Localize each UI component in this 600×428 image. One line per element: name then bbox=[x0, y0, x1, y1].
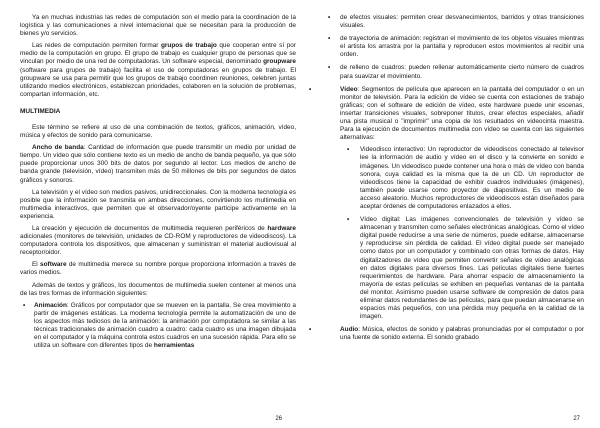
text-run: : Segmentos de película que aparecen en la pantalla del computador o en un monitor de televisión. Para la edición de vídeo se cuenta con estaciones de trabajo gráficas; con el software de edición de vídeo, este hardware puede unir escenas, insertar transiciones visuales, sobreponer títulos, crear efectos especiales, añadir una pista musical o "imprimir" una copia de los resultados en videocinta maestra. Para la ejecución de documentos multimedia con vídeo se cuenta con las siguientes alternativas: bbox=[340, 85, 584, 142]
list-item-trayectoria: • de trayectoria de animación: registran el movimiento de los objetos visuales mientras el artista los arrastra por la pantalla y reproducen estos movimientos al recibir una orden. bbox=[306, 35, 584, 59]
term-ancho-de-banda: Ancho de banda bbox=[32, 144, 84, 152]
text-run: (software para grupos de trabajo) facilita el uso de computadoras en grupos de trabajo. El groupware se usa para permitir que los grupos de trabajo coordinen reuniones, celebren juntas utilizando medios electrónicos, establezcan prioridades, colaboren en la solución de problemas, compartan información, etc. bbox=[20, 66, 296, 98]
list-item-video-digital: • Vídeo digital: Las imágenes convencionales de televisión y vídeo se almacenan y transmiten como señales electrónicas analógicas. Como el vídeo digital puede reducirse a una serie de números, puede editarse, almacenarse y reproducirse sin pérdida de calidad. El vídeo digital puede ser manejado como datos por un computador y combinado con otras formas de datos. Hay digitalizadores de vídeo que permiten convertir señales de vídeo analógicas en datos digitales para diversos fines. Las películas digitales tiene fuertes requerimientos de hardware. Para ahorrar espacio de almacenamiento la mayoría de estas películas se exhiben en pequeñas ventanas de la pantalla del monitor. Asimismo pueden usarse software de compresión de datos para eliminar datos redundantes de las películas, para que puedan almacenarse en espacios más pequeños, con una pérdida muy pequeña en la calidad de la imagen. bbox=[340, 216, 584, 321]
paragraph-multimedia-definition: Este término se refiere al uso de una combinación de textos, gráficos, animación, vídeo, música y efectos de sonido para comunicarse. bbox=[20, 123, 296, 140]
term-audio: Audio bbox=[340, 326, 359, 334]
paragraph-forms-intro: Además de textos y gráficos, los documentos de multimedia suelen contener al menos una de las tres formas de información siguientes: bbox=[20, 281, 296, 297]
term-groupware: groupware bbox=[263, 58, 296, 66]
text-run: Las redes de computación permiten formar bbox=[32, 42, 161, 50]
term-animacion: Animación bbox=[34, 301, 67, 309]
paragraph-hardware bbox=[20, 225, 296, 257]
paragraph-software bbox=[20, 261, 296, 277]
text-run: : Cantidad de información que puede transmitir un medio por unidad de tiempo. Un vídeo que sólo contiene texto es un medio de ancho de banda pequeño, ya que sólo puede proporcionar unos 300 bits de datos por segundo al lector. Los medios de ancho de banda grande (televisión, vídeo) transmiten más de 50 millones de bits por segundos de datos gráficos y sonoros. bbox=[20, 144, 297, 184]
list-item-video bbox=[306, 86, 584, 322]
forms-list bbox=[20, 302, 296, 351]
list-item-efectos-visuales: • de efectos visuales: permiten crear desvanecimientos, barridos y otras transiciones visuales. bbox=[306, 14, 584, 30]
right-page bbox=[306, 14, 584, 424]
paragraph-groupware-definition bbox=[20, 42, 296, 99]
term-software: software bbox=[40, 261, 67, 269]
list-item-audio bbox=[306, 326, 584, 342]
list-item-animacion bbox=[20, 302, 296, 351]
text-run: : Música, efectos de sonido y palabras pronunciadas por el computador o por una fuente de sonido externa. El sonido grabado bbox=[340, 326, 584, 342]
page-number: 27 bbox=[573, 416, 580, 422]
text-run: de multimedia merece su nombre porque proporciona información a través de varios medios. bbox=[20, 261, 297, 277]
term-hardware: hardware bbox=[267, 224, 296, 232]
left-page bbox=[20, 14, 296, 424]
paragraph-groupware-intro: Ya en muchas industrias las redes de computación son el medio para la coordinación de la logística y las comunicaciones a nivel internacional que se necesitan para la producción de bienes y/o servicios. bbox=[20, 14, 296, 38]
text-run: adicionales (monitores de televisión, unidades de CD-ROM y reproductores de videodiscos). La computadora controla los dispositivos, que almacenan y suministran el material audiovisual al receptor/oidor. bbox=[20, 233, 296, 257]
term-video: Vídeo bbox=[340, 85, 358, 93]
text-run: El bbox=[32, 261, 41, 269]
text-run: La creación y ejecución de documentos de multimedia requieren periféricos de bbox=[32, 224, 268, 232]
term-herramientas: herramientas bbox=[153, 342, 195, 350]
section-heading-multimedia: MULTIMEDIA bbox=[20, 107, 61, 115]
animation-tools-list bbox=[306, 14, 584, 81]
video-alternatives-list bbox=[340, 146, 584, 321]
paragraph-television-video: La televisión y el vídeo son medios pasivos, unidireccionales. Con la moderna tecnología es posible que la información se transmita en ambas direcciones, convirtiendo los multimedia en multimedia interactivos, que permiten que el observador/oyente participe activamente en la experiencia. bbox=[20, 188, 296, 220]
text-run: : Gráficos por computador que se mueven en la pantalla. Se crea movimiento a partir de imágenes estáticas. La moderna tecnología permite la automatización de uno de los aspectos más tediosos de la animación: la animación por computadora se similar a las técnicas tradicionales de animación cuadro a cuadro: cada cuadro es una imagen dibujada en el computador y la máquina controla estos cuadros en una sucesión rápida. Para ello se utiliza un software con diferentes tipos de bbox=[34, 301, 296, 350]
list-item-relleno: • de relleno de cuadros: pueden rellenar automáticamente cierto número de cuadros para suavizar el movimiento. bbox=[306, 64, 584, 80]
paragraph-ancho-de-banda bbox=[20, 144, 296, 184]
media-forms-list bbox=[306, 86, 584, 343]
list-item-videodisco-interactivo: • Videodisco interactivo: Un reproductor de videodiscos conectado al televisor lee la información de audio y vídeo en el disco y la convierte en sonido e imágenes. Un videodisco puede contener una hora o más de vídeo con banda sonora, cuya calidad es la misma que la de un CD. Un reproductor de videodiscos tiene la capacidad de exhibir cuadros individuales (imágenes), también puede usarse como proyector de diapositivas. Es un medio de acceso aleatorio. Muchos reproductores de videodiscos están diseñados para aceptar órdenes de computadores enlazados a ellos. bbox=[340, 146, 584, 211]
text-run: que cooperan entre sí por medio de la computación en grupo. El grupo de trabajo es cualquier grupo de personas que se vinculan por medio de una red de computadoras. Un software especial, denominado bbox=[20, 42, 296, 66]
term-grupos-de-trabajo: grupos de trabajo bbox=[160, 42, 217, 50]
page-number: 26 bbox=[275, 416, 282, 422]
